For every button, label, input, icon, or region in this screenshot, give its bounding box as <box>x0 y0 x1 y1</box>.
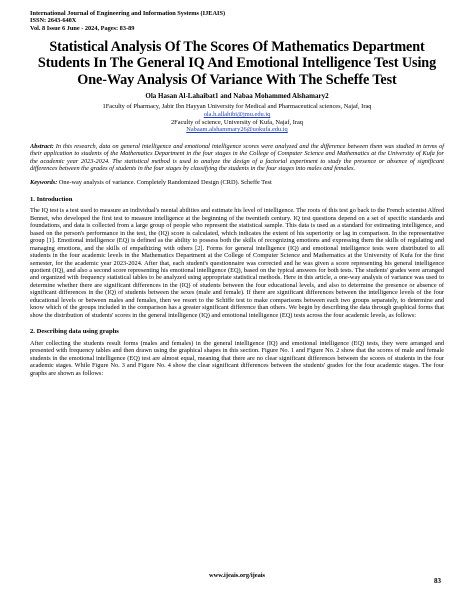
paper-authors: Ola Hasan Al-Lahaibat1 and Nabaa Mohammed Alshamary2 <box>145 91 329 100</box>
keywords-text: One-way analysis of variance. Completely Randomized Design (CRD). Scheffe Test <box>57 179 272 187</box>
journal-issn: ISSN: 2643-640X <box>30 17 77 25</box>
section-2-text: After collecting the students result forms (males and females) in the general intelligence (IQ) and emotional intelligence (EQ) tests, they were arranged and presented with frequency tables and then drawn using the graphical shapes in this section. Figure No. 1 and Figure No. 2 show that the scores of male and female students in the emotional intelligence (EQ) test are almost equal, meaning that there are no clear significant differences between the scores of students in the four academic stages. While Figure No. 3 and Figure No. 4 show the clear significant differences between the students' grades for the four academic stages. The four graphs are shown as follows: <box>30 339 444 377</box>
journal-volume: Vol. 8 Issue 6 June - 2024, Pages: 83-89 <box>30 24 135 32</box>
keywords <box>30 179 444 186</box>
abstract-text: In this research, data on general intelligence and emotional intelligence scores were analyzed and the difference between them was studied in terms of their application to students of the Mathematics Department in the four stages in the College of Computer Science and Mathematics at the University of Kufa for the academic year 2023-2024. The statistical method is used to analyze the design of a factorial experiment to study the presence or absence of significant differences between the grades of students in the four stages by classifying the students in the four stages into males and females. <box>30 142 444 172</box>
paper-title: Statistical Analysis Of The Scores Of Mathematics Department Students In The General IQ And Emotional Intelligence Test Using One-Way Analysis Of Variance With The Scheffe Test <box>37 39 437 88</box>
footer-url[interactable]: www.ijeais.org/ijeais <box>208 572 266 579</box>
keywords-label: Keywords: <box>30 179 58 187</box>
affiliation-1: 1Faculty of Pharmacy, Jabir Ibn Hayyan University for Medical and Pharmaceutical sciences, Najaf, Iraq <box>102 103 372 111</box>
email-link-2[interactable]: Nabaam.alshammary26@uokufa.edu.iq <box>186 126 288 134</box>
journal-header <box>30 10 444 32</box>
abstract-label: Abstract: <box>30 142 54 150</box>
section-2-heading: 2. Describing data using graphs <box>30 328 119 336</box>
email-link-1[interactable]: ola.h.allahibi@jmu.edu.iq <box>203 110 271 118</box>
section-1-heading: 1. Introduction <box>30 195 73 203</box>
page-number: 83 <box>434 577 441 585</box>
section-1-text: The IQ test is a test used to measure an individual's mental abilities and estimate his level of intelligence. The roots of this test go back to the French scientist Alfred Bennet, who developed the first test to measure intelligence at the beginning of the twentieth century. IQ test questions depend on a set of specific standards and foundations, and data is collected from a large group of people who represent the statistical sample. This data is used as a standard for estimating intelligence, and based on the person's performance in the test, the (IQ) score is calculated, which indicates the extent of his superiority or lag in comparison. In the representative group [1]. Emotional intelligence (EQ) is defined as the ability to possess both the skills of recognizing emotions and expressing them the skills of regulating and managing emotions, and the skills of empathizing with others [2]. Forms for general intelligence (IQ) and emotional intelligence tests were distributed to all students in the four academic levels in the Mathematics Department at the College of Computer Science and Mathematics at the University of Kufa for the first semester, for the academic year 2023-2024. After that, each student's questionnaire was corrected and he was given a score representing his general intelligence quotient (IQ), and also a second score representing his emotional intelligence (EQ), based on the typical answers for both tests. The students' grades were arranged and organized with frequency statistical tables to be analyzed using appropriate statistical methods. Here in this article, a one-way analysis of variance was used to determine whether there are significant differences in the (IQ) of students between the four educational levels, and also to determine the presence or absence of significant differences in the (IQ) of students between the sexes (male and female). If there are significant differences between the intelligence levels of the four educational levels or between males and females, then we resort to the Schiffe test to make comparisons between each two groups separately, to determine and know which of the groups included in the comparison has a greater significant difference than others. We begin by describing the data through graphical forms that show the distribution of students' scores in the general intelligence (IQ) and emotional intelligence (EQ) tests across the four academic levels, as follows: <box>30 207 444 319</box>
abstract <box>30 143 444 173</box>
affiliations <box>30 103 444 133</box>
journal-name: International Journal of Engineering and Information Systems (IJEAIS) <box>30 10 226 17</box>
affiliation-2: 2Faculty of science, University of Kufa, Najaf, Iraq <box>170 118 304 126</box>
